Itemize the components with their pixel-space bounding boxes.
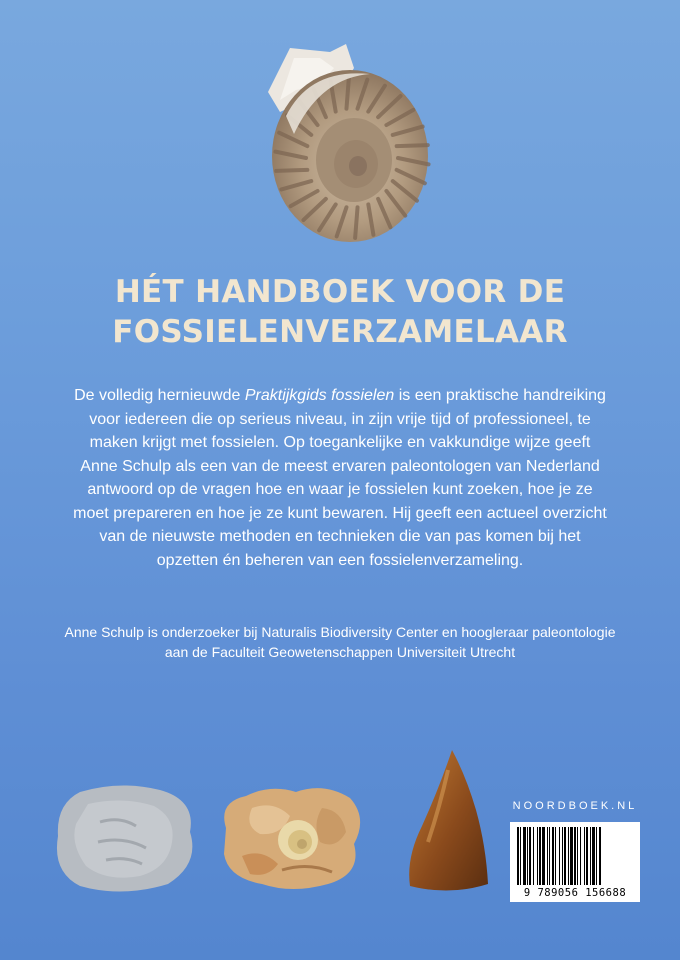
barcode-bar — [529, 827, 531, 885]
ammonite-rib — [276, 170, 307, 171]
ammonite-rib — [346, 78, 348, 109]
fossil-shells-image — [212, 778, 370, 893]
barcode-bar — [584, 827, 585, 885]
publisher-website: NOORDBOEK.NL — [512, 800, 638, 812]
cover-headline — [0, 272, 680, 352]
ammonite-fossil-image — [250, 38, 440, 248]
barcode-bar — [596, 827, 597, 885]
barcode-bar — [568, 827, 569, 885]
barcode-bar — [580, 827, 581, 885]
barcode-bar — [517, 827, 519, 885]
author-bio: Anne Schulp is onderzoeker bij Naturalis Biodiversity Center en hoogleraar paleontologie aan de Faculteit Geowetenschappen Universiteit Utrecht — [64, 624, 616, 660]
headline-line-1: HÉT HANDBOEK VOOR DE — [114, 274, 566, 310]
barcode-bar — [570, 827, 573, 885]
barcode-bar — [590, 827, 591, 885]
barcode-bar — [523, 827, 526, 885]
barcode-bar — [592, 827, 595, 885]
barcode-bars — [515, 827, 635, 885]
barcode-bar — [520, 827, 521, 885]
headline-line-2: FOSSIELENVERZAMELAAR — [112, 314, 568, 350]
barcode-bar — [552, 827, 554, 885]
description-intro: De volledig hernieuwde — [74, 387, 245, 404]
barcode-bar — [539, 827, 541, 885]
barcode-bar — [574, 827, 576, 885]
barcode-bar — [559, 827, 560, 885]
barcode-bar — [555, 827, 556, 885]
fossil-tooth-image — [392, 746, 498, 896]
barcode-bar — [577, 827, 578, 885]
barcode-bar — [527, 827, 528, 885]
barcode-bar — [599, 827, 601, 885]
barcode-bar — [537, 827, 538, 885]
book-title-italic: Praktijkgids fossielen — [244, 387, 395, 404]
isbn-barcode — [510, 822, 640, 902]
barcode-bar — [564, 827, 566, 885]
barcode-bar — [547, 827, 548, 885]
description-rest: is een praktische handreiking voor iedereen die op serieus niveau, in zijn vrije tijd of professioneel, te maken krijgt met fossielen. Op toegankelijke en vakkundige wijze geeft Anne Schulp als een van de meest ervaren paleontologen van Nederland antwoord op de vragen hoe en waar je fossielen kunt zoeken, hoe je ze moet prepareren en hoe je ze kunt bewaren. Hij geeft een actueel overzicht van de nieuwste methoden en technieken die van pas komen bij het opzetten én beheren van een fossielenverzameling. — [73, 387, 607, 569]
barcode-bar — [562, 827, 563, 885]
isbn-number: 9 789056 156688 — [523, 887, 627, 899]
ammonite-rib — [397, 145, 428, 146]
ammonite-rib — [355, 207, 357, 238]
fossil-plate-image — [50, 782, 200, 894]
barcode-bar — [549, 827, 550, 885]
book-description — [72, 384, 608, 572]
barcode-bar — [586, 827, 588, 885]
barcode-bar — [542, 827, 545, 885]
barcode-bar — [533, 827, 534, 885]
